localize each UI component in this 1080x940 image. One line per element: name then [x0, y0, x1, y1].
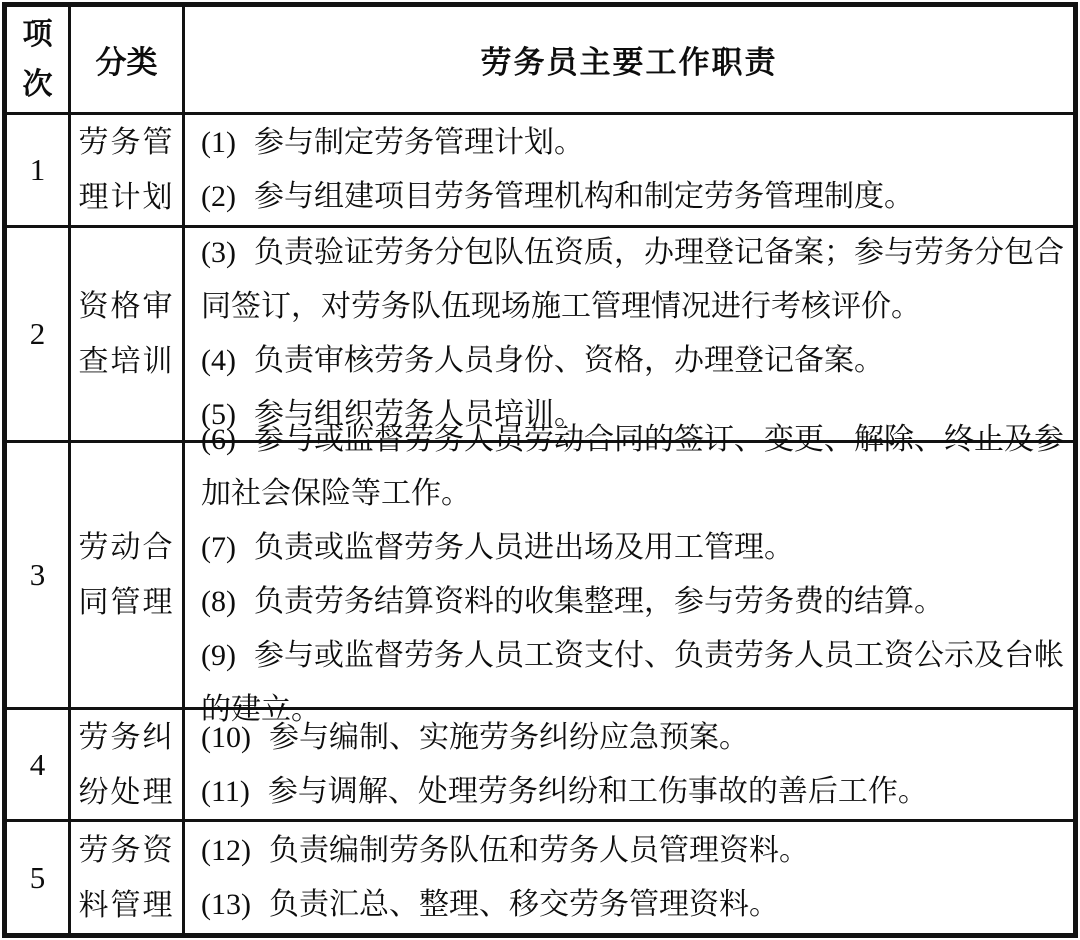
duty-item-number: (9)	[201, 639, 236, 672]
duties-cell	[185, 423, 1073, 726]
item-number: 4	[29, 746, 46, 782]
duty-item-number: (11)	[201, 774, 250, 808]
duty-item	[201, 413, 1067, 521]
duty-item-number: (3)	[201, 236, 236, 269]
item-number: 3	[29, 557, 46, 592]
duties-cell	[185, 822, 1073, 933]
duty-item	[201, 521, 1067, 575]
duty-item-number: (2)	[201, 180, 236, 213]
category-cell	[71, 228, 185, 440]
category-cell	[71, 710, 185, 819]
category-cell	[71, 115, 185, 225]
duty-item-text: 参与制定劳务管理计划。	[253, 126, 584, 159]
duty-item-number: (5)	[201, 398, 236, 431]
category-line: 劳务纠	[78, 720, 175, 754]
duty-item	[201, 575, 1067, 629]
item-number-cell	[7, 443, 71, 707]
header-item-no-line1: 项	[22, 17, 53, 51]
duty-item-text: 负责验证劳务分包队伍资质，办理登记备案；参与劳务分包合同签订，对劳务队伍现场施工管理情况进行考核评价。	[201, 236, 1064, 323]
table-row	[7, 710, 1073, 822]
header-cell-duties	[185, 7, 1073, 112]
duties-cell	[185, 228, 1073, 440]
duties-table	[2, 2, 1078, 938]
duty-item-number: (8)	[201, 585, 236, 618]
category-line: 资格审	[78, 290, 175, 323]
duty-item-number: (12)	[201, 833, 251, 867]
category-line: 纷处理	[78, 775, 175, 809]
duty-item	[201, 226, 1067, 334]
header-cell-category	[71, 7, 185, 112]
category-line: 劳务管	[78, 126, 175, 159]
duties-cell	[185, 115, 1073, 225]
duty-item-number: (10)	[201, 720, 251, 754]
item-number: 1	[29, 152, 46, 187]
category-line: 料管理	[78, 888, 175, 922]
table-row	[7, 423, 1073, 726]
item-number-cell	[7, 822, 71, 933]
item-number-cell	[7, 228, 71, 440]
header-item-no-line2: 次	[22, 67, 53, 101]
duty-item	[201, 878, 1067, 932]
duty-item-text: 负责编制劳务队伍和劳务人员管理资料。	[268, 833, 809, 867]
duty-item	[201, 334, 1067, 388]
duty-item-text: 负责审核劳务人员身份、资格，办理登记备案。	[253, 344, 884, 377]
header-cell-item-no	[7, 7, 71, 112]
category-line: 查培训	[78, 345, 175, 378]
duty-item-text: 负责汇总、整理、移交劳务管理资料。	[268, 887, 779, 921]
item-number: 2	[29, 316, 46, 351]
category-cell	[71, 822, 185, 933]
category-line: 劳务资	[78, 833, 175, 867]
header-category-label: 分类	[95, 45, 158, 80]
table-row	[7, 228, 1073, 443]
category-line: 劳动合	[78, 531, 175, 564]
duty-item-number: (6)	[201, 423, 236, 456]
duty-item	[201, 711, 1067, 765]
table-row	[7, 822, 1073, 933]
duty-item-text: 参与组织劳务人员培训。	[253, 398, 584, 431]
category-line: 理计划	[78, 181, 175, 214]
duty-item	[201, 170, 1067, 224]
duty-item-number: (1)	[201, 126, 236, 159]
duty-item-text: 参与或监督劳务人员劳动合同的签订、变更、解除、终止及参加社会保险等工作。	[201, 423, 1064, 510]
duty-item-number: (7)	[201, 531, 236, 564]
header-duties-label: 劳务员主要工作职责	[480, 45, 778, 80]
duty-item-number: (4)	[201, 344, 236, 377]
duties-cell	[185, 710, 1073, 819]
duty-item-text: 参与组建项目劳务管理机构和制定劳务管理制度。	[253, 180, 914, 213]
duty-item-text: 参与或监督劳务人员工资支付、负责劳务人员工资公示及台帐的建立。	[201, 639, 1064, 726]
duty-item-text: 参与编制、实施劳务纠纷应急预案。	[268, 720, 749, 754]
item-number-cell	[7, 115, 71, 225]
duty-item-text: 参与调解、处理劳务纠纷和工伤事故的善后工作。	[267, 774, 928, 808]
table-header-row	[7, 7, 1073, 115]
table-row	[7, 115, 1073, 228]
duty-item-text: 负责或监督劳务人员进出场及用工管理。	[253, 531, 794, 564]
duty-item-number: (13)	[201, 887, 251, 921]
duty-item	[201, 824, 1067, 878]
item-number: 5	[29, 859, 46, 895]
duty-item	[201, 765, 1067, 819]
duty-item	[201, 116, 1067, 170]
category-cell	[71, 443, 185, 707]
duty-item-text: 负责劳务结算资料的收集整理，参与劳务费的结算。	[253, 585, 944, 618]
category-line: 同管理	[78, 586, 175, 619]
item-number-cell	[7, 710, 71, 819]
